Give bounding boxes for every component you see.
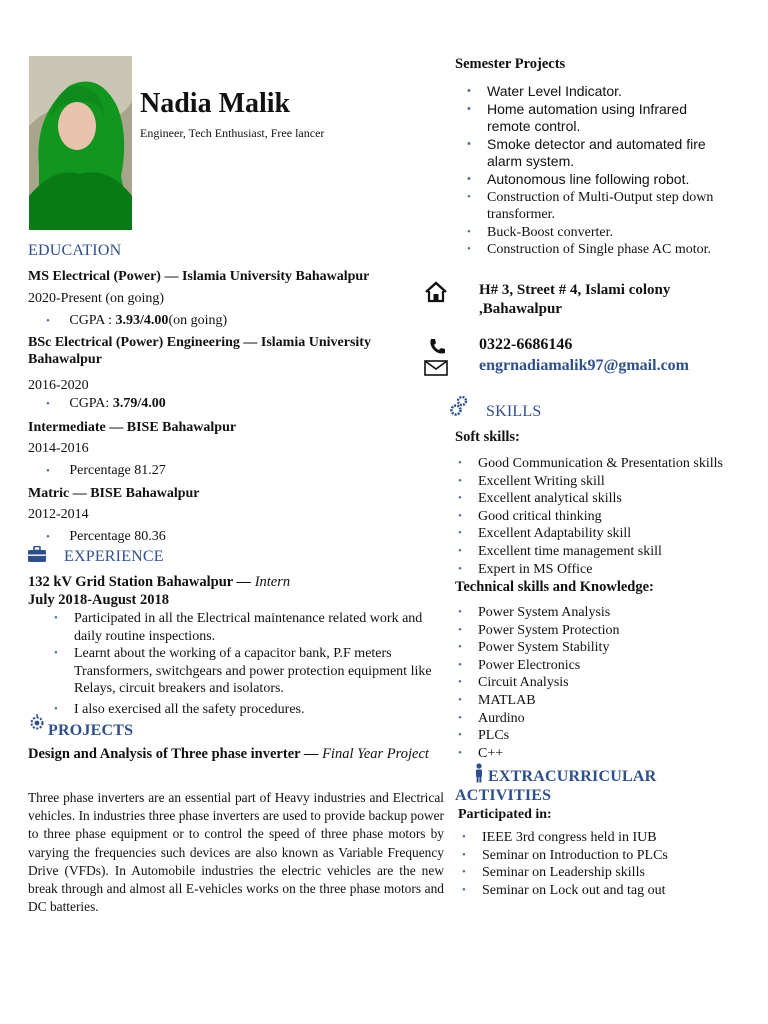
- technical-skills-list: [478, 604, 738, 762]
- project-title: Design and Analysis of Three phase inverter — Final Year Project: [28, 746, 429, 762]
- extracurricular-list: [482, 829, 742, 899]
- list-item: • Power System Stability: [478, 639, 738, 657]
- envelope-icon: [424, 360, 448, 376]
- list-item: • Seminar on Leadership skills: [482, 864, 742, 882]
- semester-projects-heading: Semester Projects: [455, 56, 566, 72]
- education-heading: EDUCATION: [28, 242, 122, 259]
- list-item: • I also exercised all the safety procedures.: [74, 701, 434, 719]
- list-item: • Good Communication & Presentation skills: [478, 455, 748, 473]
- list-item: • Seminar on Introduction to PLCs: [482, 847, 742, 865]
- edu-degree-3: Intermediate — BISE Bahawalpur: [28, 420, 237, 435]
- email-link[interactable]: engrnadiamalik97@gmail.com: [479, 357, 689, 374]
- list-item: • PLCs: [478, 727, 738, 745]
- activities-heading: ACTIVITIES: [455, 787, 552, 804]
- list-item: • Excellent Writing skill: [478, 473, 748, 491]
- list-item: • Participated in all the Electrical maintenance related work and daily routine inspections.: [74, 610, 434, 645]
- edu-detail-2: • CGPA: 3.79/4.00: [46, 396, 166, 411]
- list-item: • Construction of Single phase AC motor.: [487, 241, 727, 259]
- list-item: • IEEE 3rd congress held in IUB: [482, 829, 742, 847]
- list-item: • Excellent time management skill: [478, 543, 748, 561]
- phone-number[interactable]: 0322-6686146: [479, 336, 573, 353]
- list-item: • Seminar on Lock out and tag out: [482, 882, 742, 900]
- list-item: • Aurdino: [478, 710, 738, 728]
- edu-detail-3: • Percentage 81.27: [46, 463, 166, 478]
- profile-photo: [29, 56, 132, 230]
- edu-years-3: 2014-2016: [28, 441, 89, 456]
- edu-degree-1: MS Electrical (Power) — Islamia University Bahawalpur: [28, 269, 370, 284]
- edu-years-1: 2020-Present (on going): [28, 291, 165, 306]
- soft-skills-heading: Soft skills:: [455, 429, 520, 445]
- soft-skills-list: [478, 455, 748, 578]
- list-item: • Buck-Boost converter.: [487, 224, 727, 242]
- technical-skills-heading: Technical skills and Knowledge:: [455, 579, 654, 595]
- address: H# 3, Street # 4, Islami colony ,Bahawalpur: [479, 282, 671, 317]
- phone-icon: [428, 338, 446, 356]
- edu-years-2: 2016-2020: [28, 378, 89, 393]
- gears-icon: [450, 395, 470, 417]
- experience-org-line: 132 kV Grid Station Bahawalpur — Intern: [28, 574, 291, 590]
- list-item: • Excellent Adaptability skill: [478, 525, 748, 543]
- edu-degree-4: Matric — BISE Bahawalpur: [28, 486, 200, 501]
- list-item: • Smoke detector and automated fire alarm system.: [487, 136, 727, 171]
- list-item: • MATLAB: [478, 692, 738, 710]
- experience-list: [74, 610, 434, 719]
- list-item: • Good critical thinking: [478, 508, 748, 526]
- edu-detail-4: • Percentage 80.36: [46, 529, 166, 544]
- list-item: • Circuit Analysis: [478, 674, 738, 692]
- edu-detail-1: • CGPA : 3.93/4.00(on going): [46, 313, 228, 328]
- briefcase-icon: [28, 546, 46, 562]
- list-item: • Power Electronics: [478, 657, 738, 675]
- list-item: • Learnt about the working of a capacitor bank, P.F meters Transformers, switchgears and power protection equipment like Relays, circuit breakers and isolators.: [74, 645, 434, 698]
- project-description: Three phase inverters are an essential part of Heavy industries and Electrical vehicles. In industries three phase inverters are used to provide backup power to three phase equipment or to control the speed of three phase motors by varying the frequencies such devices are also known as Variable Frequency Drive (VFDs). In Automobile industries the electric vehicles are the new break through and almost all E-vehicles works on the three phase motors and DC batteries.: [28, 790, 444, 915]
- list-item: • Power System Analysis: [478, 604, 738, 622]
- person-icon: [474, 763, 484, 783]
- list-item: • Autonomous line following robot.: [487, 171, 727, 189]
- extracurricular-heading: EXTRACURRICULAR: [488, 768, 657, 785]
- list-item: • Home automation using Infrared remote control.: [487, 101, 727, 136]
- experience-period: July 2018-August 2018: [28, 592, 169, 608]
- projects-heading: PROJECTS: [48, 722, 134, 739]
- tagline: Engineer, Tech Enthusiast, Free lancer: [140, 126, 325, 140]
- list-item: • Excellent analytical skills: [478, 490, 748, 508]
- list-item: • Construction of Multi-Output step down transformer.: [487, 189, 727, 224]
- gear-bulb-icon: [28, 714, 46, 732]
- home-icon: [424, 280, 448, 304]
- participated-heading: Participated in:: [458, 807, 552, 822]
- edu-years-4: 2012-2014: [28, 507, 89, 522]
- list-item: • Water Level Indicator.: [487, 83, 727, 101]
- list-item: • C++: [478, 745, 738, 763]
- full-name: Nadia Malik: [140, 88, 291, 119]
- edu-degree-2: BSc Electrical (Power) Engineering — Islamia University Bahawalpur: [28, 335, 371, 367]
- skills-heading: SKILLS: [486, 403, 542, 420]
- semester-projects-list: [487, 83, 727, 259]
- experience-heading: EXPERIENCE: [64, 548, 164, 565]
- list-item: • Power System Protection: [478, 622, 738, 640]
- list-item: • Expert in MS Office: [478, 561, 748, 579]
